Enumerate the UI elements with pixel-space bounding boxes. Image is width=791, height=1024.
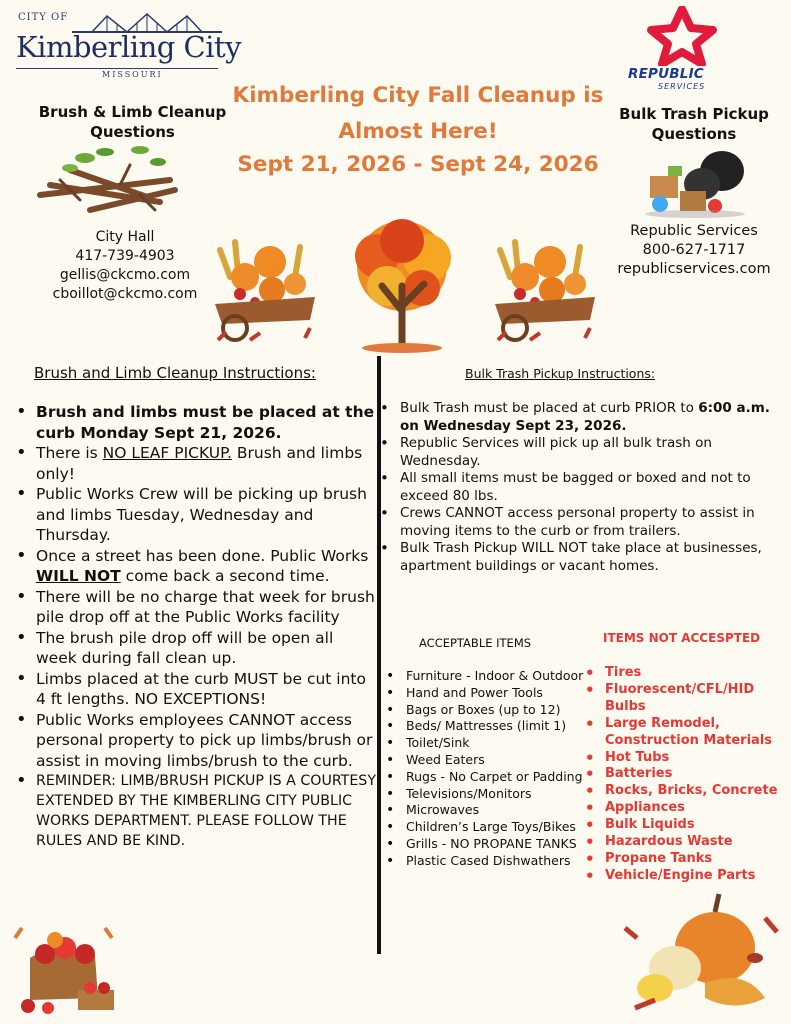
list-item: • Tires — [585, 665, 790, 682]
list-item: • Hot Tubs — [585, 750, 790, 767]
branch-icon — [30, 140, 180, 220]
list-item: • Furniture - Indoor & Outdoor — [386, 668, 591, 685]
list-item: • Beds/ Mattresses (limit 1) — [386, 718, 591, 735]
pumpkin-cart-icon — [210, 232, 320, 344]
logo-state: MISSOURI — [102, 70, 163, 79]
republic-sub: SERVICES — [658, 82, 706, 91]
bulk-instructions-list — [380, 400, 782, 575]
list-item: • REMINDER: LIMB/BRUSH PICKUP IS A COURTESY EXTENDED BY THE KIMBERLING CITY PUBLIC WORKS DEPARTMENT. PLEASE FOLLOW THE RULES AND BE KIND. — [16, 771, 378, 851]
list-item: • Children’s Large Toys/Bikes — [386, 819, 591, 836]
city-phone[interactable]: 417-739-4903 — [75, 248, 175, 264]
list-item: • There will be no charge that week for brush pile drop off at the Public Works facility — [16, 587, 378, 628]
apple-basket-icon — [10, 918, 120, 1014]
list-item: • There is NO LEAF PICKUP. Brush and limbs only! — [16, 443, 378, 484]
list-item: • Appliances — [585, 800, 790, 817]
list-item: • All small items must be bagged or boxed and not to exceed 80 lbs. — [380, 470, 782, 505]
republic-services-logo — [624, 6, 744, 96]
pumpkin-cart-icon — [490, 232, 600, 344]
logo-city-of: CITY OF — [18, 12, 69, 23]
list-item: • Toilet/Sink — [386, 735, 591, 752]
city-contact — [30, 228, 220, 304]
list-item: • Public Works Crew will be picking up brush and limbs Tuesday, Wednesday and Thursday. — [16, 484, 378, 546]
brush-instructions-heading: Brush and Limb Cleanup Instructions: — [34, 364, 316, 382]
republic-name: REPUBLIC — [628, 66, 704, 82]
list-item: • Hazardous Waste — [585, 834, 790, 851]
page-title — [212, 78, 624, 150]
list-item: • Bulk Trash must be placed at curb PRIOR to 6:00 a.m. on Wednesday Sept 23, 2026. — [380, 400, 782, 435]
list-item: • Weed Eaters — [386, 752, 591, 769]
list-item: • Once a street has been done. Public Works WILL NOT come back a second time. — [16, 546, 378, 587]
list-item: • Rocks, Bricks, Concrete — [585, 783, 790, 800]
list-item: • Propane Tanks — [585, 851, 790, 868]
list-item: • Public Works employees CANNOT access personal property to pick up limbs/brush or assist in moving limbs/brush to the curb. — [16, 710, 378, 772]
kimberling-city-logo — [12, 10, 242, 82]
city-hall-label: City Hall — [95, 229, 155, 245]
republic-contact-name: Republic Services — [630, 223, 758, 239]
brush-instructions-list — [16, 402, 378, 851]
list-item: • Hand and Power Tools — [386, 685, 591, 702]
not-accepted-heading: ITEMS NOT ACCESPTED — [603, 631, 761, 645]
acceptable-items-list — [386, 668, 591, 870]
event-dates: Sept 21, 2026 - Sept 24, 2026 — [237, 152, 599, 177]
list-item: • The brush pile drop off will be open all week during fall clean up. — [16, 628, 378, 669]
bulk-questions-heading: Bulk Trash Pickup Questions — [619, 105, 769, 143]
list-item: • Crews CANNOT access personal property to assist in moving items to the curb or from trailers. — [380, 505, 782, 540]
fall-tree-icon — [332, 216, 472, 356]
list-item: • Bulk Liquids — [585, 817, 790, 834]
list-item: • Rugs - No Carpet or Padding — [386, 769, 591, 786]
city-email-1[interactable]: gellis@ckcmo.com — [59, 267, 191, 283]
republic-star-icon — [646, 6, 718, 66]
city-email-2[interactable]: cboillot@ckcmo.com — [52, 286, 198, 302]
list-item: • Bulk Trash Pickup WILL NOT take place at businesses, apartment buildings or vacant homes. — [380, 540, 782, 575]
list-item: • Vehicle/Engine Parts — [585, 868, 790, 885]
list-item: • Republic Services will pick up all bulk trash on Wednesday. — [380, 435, 782, 470]
title-line-1: Kimberling City Fall Cleanup is — [232, 83, 604, 108]
list-item: • Brush and limbs must be placed at the curb Monday Sept 21, 2026. — [16, 402, 378, 443]
republic-phone[interactable]: 800-627-1717 — [642, 242, 746, 258]
not-accepted-list — [585, 665, 790, 885]
republic-site[interactable]: republicservices.com — [617, 261, 771, 277]
list-item: • Fluorescent/CFL/HID Bulbs — [585, 682, 790, 716]
list-item: • Plastic Cased Dishwathers — [386, 853, 591, 870]
list-item: • Large Remodel, Construction Materials — [585, 716, 790, 750]
brush-questions-heading: Brush & Limb Cleanup Questions — [38, 103, 227, 141]
list-item: • Limbs placed at the curb MUST be cut into 4 ft lengths. NO EXCEPTIONS! — [16, 669, 378, 710]
list-item: • Grills - NO PROPANE TANKS — [386, 836, 591, 853]
republic-contact — [604, 222, 784, 279]
list-item: • Bags or Boxes (up to 12) — [386, 702, 591, 719]
trash-pile-icon — [640, 146, 750, 218]
title-line-2: Almost Here! — [338, 119, 498, 144]
list-item: • Microwaves — [386, 802, 591, 819]
list-item: • Batteries — [585, 766, 790, 783]
acceptable-items-heading: ACCEPTABLE ITEMS — [419, 636, 532, 650]
logo-city-name: Kimberling City — [16, 30, 242, 64]
list-item: • Televisions/Monitors — [386, 786, 591, 803]
bulk-instructions-heading: Bulk Trash Pickup Instructions: — [465, 366, 656, 381]
pumpkins-icon — [615, 888, 785, 1020]
